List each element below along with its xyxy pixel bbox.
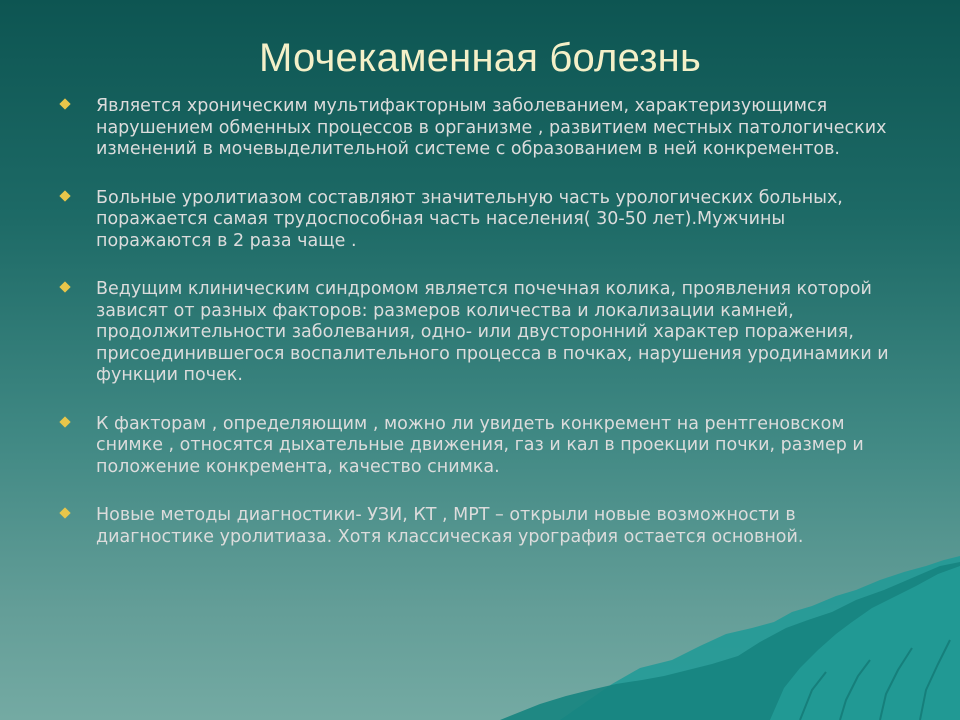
mountain-highlight — [770, 566, 960, 720]
bullet-text: К факторам , определяющим , можно ли увидеть конкремент на рентгеновском снимке , относятся дыхательные движения, газ и кал в проекции почки, размер и положение конкремента, качество снимка. — [96, 413, 864, 477]
mountain-front-layer — [500, 562, 960, 720]
bullet-item — [60, 188, 900, 253]
bullet-text: Является хроническим мультифакторным заболеванием, характеризующимся нарушением обменных процессов в организме , развитием местных патологических изменений в мочевыделительной системе с образованием в ней конкрементов. — [96, 96, 887, 159]
bullet-item — [60, 279, 900, 387]
diamond-bullet-icon — [59, 416, 70, 427]
bullet-item — [60, 414, 900, 479]
slide-title: Мочекаменная болезнь — [258, 36, 702, 80]
mountain-ridge-lines — [800, 640, 950, 720]
bullet-text: Ведущим клиническим синдромом является почечная колика, проявления которой зависят от разных факторов: размеров количества и локализации камней, продолжительности заболевания, одно- или двусторонний характер поражения, присоединившегося воспалительного процесса в почках, нарушения уродинамики и функции почек. — [96, 279, 889, 385]
diamond-bullet-icon — [59, 98, 70, 109]
bullet-list — [60, 96, 900, 548]
bullet-item — [60, 505, 900, 548]
diamond-bullet-icon — [59, 190, 70, 201]
diamond-bullet-icon — [59, 281, 70, 292]
diamond-bullet-icon — [59, 507, 70, 518]
bullet-text: Новые методы диагностики- УЗИ, КТ , МРТ – открыли новые возможности в диагностике уролитиаза. Хотя классическая урография остается основной. — [96, 505, 804, 547]
bullet-item — [60, 96, 900, 161]
mountain-back-layer — [560, 556, 960, 720]
bullet-text: Больные уролитиазом составляют значительную часть урологических больных, поражается самая трудоспособная часть населения( 30-50 лет).Мужчины поражаются в 2 раза чаще . — [96, 187, 843, 251]
